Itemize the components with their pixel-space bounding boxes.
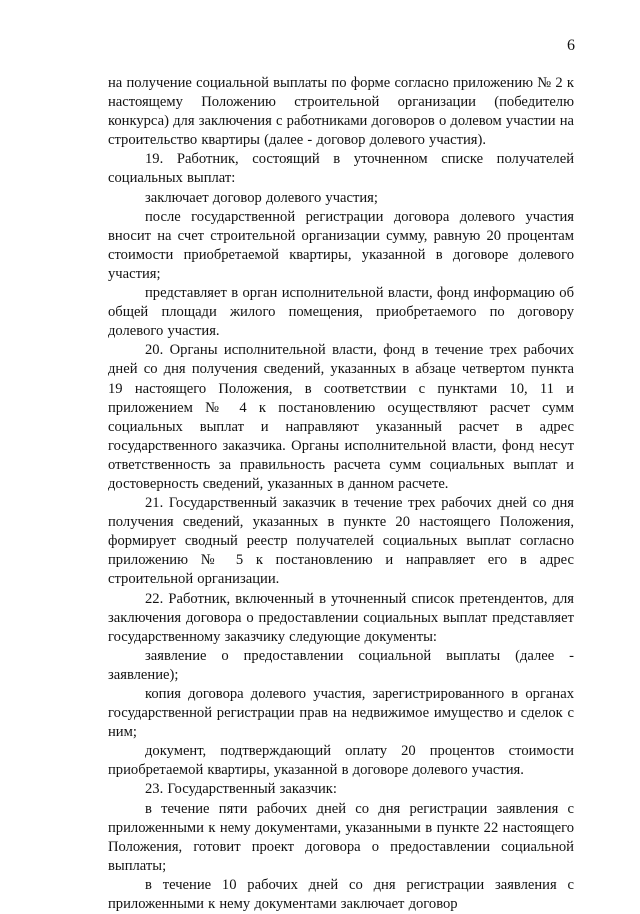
page-number: 6	[567, 37, 575, 54]
paragraph-21: 21. Государственный заказчик в течение трех рабочих дней со дня получения сведений, указанных в пункте 20 настоящего Положения, формирует сводный реестр получателей социальных выплат согласно приложению № 5 к постановлению и направляет его в адрес строительной организации.	[108, 495, 574, 588]
paragraph-23: 23. Государственный заказчик:	[145, 781, 337, 798]
paragraph-19-item-1: заключает договор долевого участия;	[145, 189, 378, 206]
paragraph-22: 22. Работник, включенный в уточненный список претендентов, для заключения договора о предоставлении социальных выплат представляет государственному заказчику следующие документы:	[108, 590, 574, 645]
paragraph-20: 20. Органы исполнительной власти, фонд в течение трех рабочих дней со дня получения сведений, указанных в абзаце четвертом пункта 19 настоящего Положения, в соответствии с пунктами 10, 11 и приложением № 4 к постановлению осуществляют расчет сумм социальных выплат и направляют указанный расчет в адрес государственного заказчика. Органы исполнительной власти, фонд несут ответственность за правильность расчета сумм социальных выплат и достоверность сведений, указанных в данном расчете.	[108, 342, 574, 492]
document-body	[108, 74, 574, 914]
paragraph-22-item-1: заявление о предоставлении социальной выплаты (далее - заявление);	[108, 647, 574, 683]
paragraph-19: 19. Работник, состоящий в уточненном списке получателей социальных выплат:	[108, 151, 574, 187]
paragraph-22-item-3: документ, подтверждающий оплату 20 процентов стоимости приобретаемой квартиры, указанной в договоре долевого участия.	[108, 743, 574, 779]
paragraph-19-item-2: после государственной регистрации договора долевого участия вносит на счет строительной организации сумму, равную 20 процентам стоимости приобретаемой квартиры, указанной в договоре долевого участия;	[108, 208, 574, 282]
paragraph-22-item-2: копия договора долевого участия, зарегистрированного в органах государственной регистрации прав на недвижимое имущество и сделок с ним;	[108, 686, 574, 741]
paragraph-23-item-1: в течение пяти рабочих дней со дня регистрации заявления с приложенными к нему документами, указанными в пункте 22 настоящего Положения, готовит проект договора о предоставлении социальной выплаты;	[108, 800, 574, 874]
paragraph-19-item-3: представляет в орган исполнительной власти, фонд информацию об общей площади жилого помещения, приобретаемого по договору долевого участия.	[108, 285, 574, 340]
paragraph-23-item-2: в течение 10 рабочих дней со дня регистрации заявления с приложенными к нему документами заключает договор	[108, 876, 574, 913]
paragraph-continuation: на получение социальной выплаты по форме согласно приложению № 2 к настоящему Положению строительной организации (победителю конкурса) для заключения с работниками договоров о долевом участии на строительство квартиры (далее - договор долевого участия).	[108, 75, 574, 149]
